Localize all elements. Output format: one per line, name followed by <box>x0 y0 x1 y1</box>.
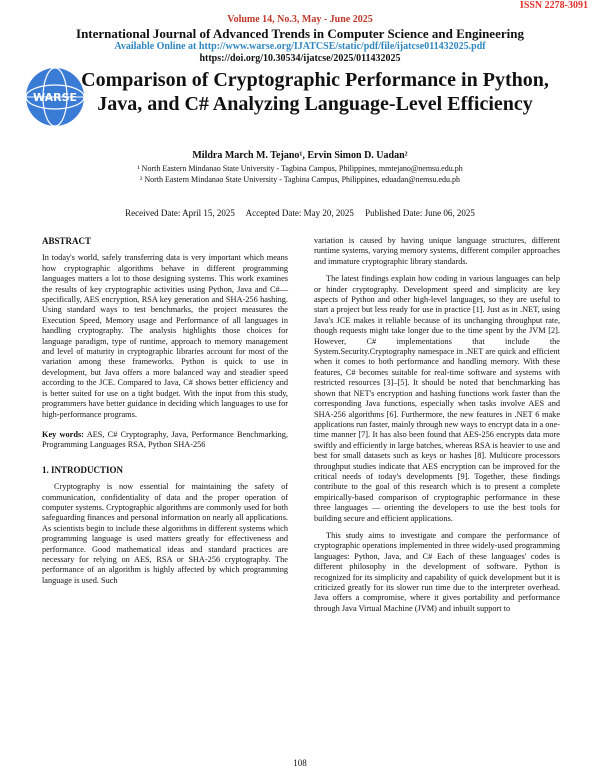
introduction-paragraph-1: Cryptography is now essential for maintaining the safety of communication, confidentiality of data and the proper operation of computer systems. Cryptographic algorithms are commonly used for both safeguarding finances and personal information on nearly all applications. As scientists begin to include these algorithms in different systems which programming language is used matters greatly for effectiveness and performance. Good mathematical ideas and standard practices are necessary for relying on AES, RSA or SHA-256 cryptography. The performance of an algorithm is highly affected by which programming language is used. Such <box>42 482 288 585</box>
warse-logo-icon <box>24 66 86 128</box>
introduction-heading: 1. INTRODUCTION <box>42 464 124 475</box>
abstract-heading: ABSTRACT <box>42 236 92 246</box>
doi-link[interactable]: https://doi.org/10.30534/ijatcse/2025/011432025 <box>199 53 401 64</box>
publication-dates: Received Date: April 15, 2025 Accepted Date: May 20, 2025 Published Date: June 06, 2025 <box>125 208 475 218</box>
introduction-paragraph-3: The latest findings explain how coding in various languages can help or hinder cryptography. Development speed and simplicity are key aspects of Python and other high-level languages, so they are useful to start a project but less ready for use in practice [1]. Just as in .NET, using Java's JCE makes it reliable because of its unchanging throughput rate, though requests might take longer due to the time spent by the JVM [2]. However, C# implementations that include the System.Security.Cryptography namespace in .NET are quick and efficient when it comes to both performance and handling memory. With these features, C# becomes suitable for real-time software and systems with restricted resources [3]–[5]. It should be noted that benchmarking has shown that NET's encryption and hashing functions work faster than the corresponding Java functions, especially when tasks involve AES and SHA-256 algorithms [6]. Furthermore, the new features in .NET 6 make applications run faster, mainly through new ways to encrypt data in a one-time manner [7]. It has also been found that AES-256 encrypts data more swiftly and efficiently in large batches, whereas RSA is heavier to use and best for small datasets such as keys or hashes [8]. Multicore processors throughput studies indicate that AES encryption can be improved for the critical needs of today's developments [9]. Together, these findings contribute to the goal of this research which is to present a complete empirically-based comparison of cryptographic performance in these three languages — orienting the developers to use the best tools for building secure and efficient applications. <box>314 274 560 523</box>
affiliation-1: ¹ North Eastern Mindanao State University - Tagbina Campus, Philippines, mmtejano@nemsu.edu.ph <box>137 164 463 173</box>
page-number: 108 <box>293 758 307 768</box>
keywords-label: Key words: <box>42 429 84 439</box>
left-column <box>42 236 288 593</box>
keywords-text: AES, C# Cryptography, Java, Performance Benchmarking, Programming Languages RSA, Python SHA-256 <box>42 429 288 450</box>
authors: Mildra March M. Tejano¹, Ervin Simon D. Uadan² <box>192 150 408 161</box>
logo-text: WARSE <box>32 91 78 104</box>
abstract-text: In today's world, safely transferring data is very important which means how cryptographic algorithms behave in different programming languages matters a lot to those designing systems. This work examines the results of key cryptographic activities using Python, Java and C#—specifically, AES encryption, RSA key generation and SHA-256 hashing. Using standard ways to test benchmarks, the project measures the Execution Speed, Memory usage and Performance of all languages in handling cryptography. The analysis highlights those choices for language paradigm, type of runtime, approach to memory management and level of maturity in cryptographic libraries account for most of the variation among these frameworks. Python is quick to use in development, but Java offers a more balanced way and steadier speed according to the JCE. Compared to Java, C# shows better efficiency and is better suited for use on a tight budget. With the input from this study, programmers have better guidance in deciding which languages to use for high-performance programs. <box>42 253 288 419</box>
affiliation-2: ² North Eastern Mindanao State University - Tagbina Campus, Philippines, eduadan@nemsu.edu.ph <box>139 175 461 184</box>
paper-title: Comparison of Cryptographic Performance in Python, Java, and C# Analyzing Language-Level Efficiency <box>81 69 549 115</box>
volume-line: Volume 14, No.3, May - June 2025 <box>227 14 373 25</box>
right-column <box>314 236 560 621</box>
journal-header <box>0 14 600 65</box>
affiliations <box>0 163 600 185</box>
journal-name: International Journal of Advanced Trends in Computer Science and Engineering <box>76 26 524 41</box>
introduction-paragraph-4: This study aims to investigate and compare the performance of cryptographic operations implemented in three widely-used programming languages: Python, Java, and C# Each of these languages' codes is different philosophy in the development of software. Python is recognized for its simplicity and capability of quick development but it is criticized greatly for its slower run time due to the interpreter overhead. Java offers a compromise, where it gives portability and performance through Java Virtual Machine (JVM) and inbuilt support to <box>314 530 560 613</box>
available-link[interactable]: Available Online at http://www.warse.org/IJATCSE/static/pdf/file/ijatcse011432025.pdf <box>114 41 486 52</box>
introduction-paragraph-2: variation is caused by having unique language structures, different runtime systems, varying memory systems, different compiler approaches and immature cryptographic library standards. <box>314 236 560 266</box>
keywords <box>42 430 288 451</box>
issn-label: ISSN 2278-3091 <box>519 0 588 11</box>
